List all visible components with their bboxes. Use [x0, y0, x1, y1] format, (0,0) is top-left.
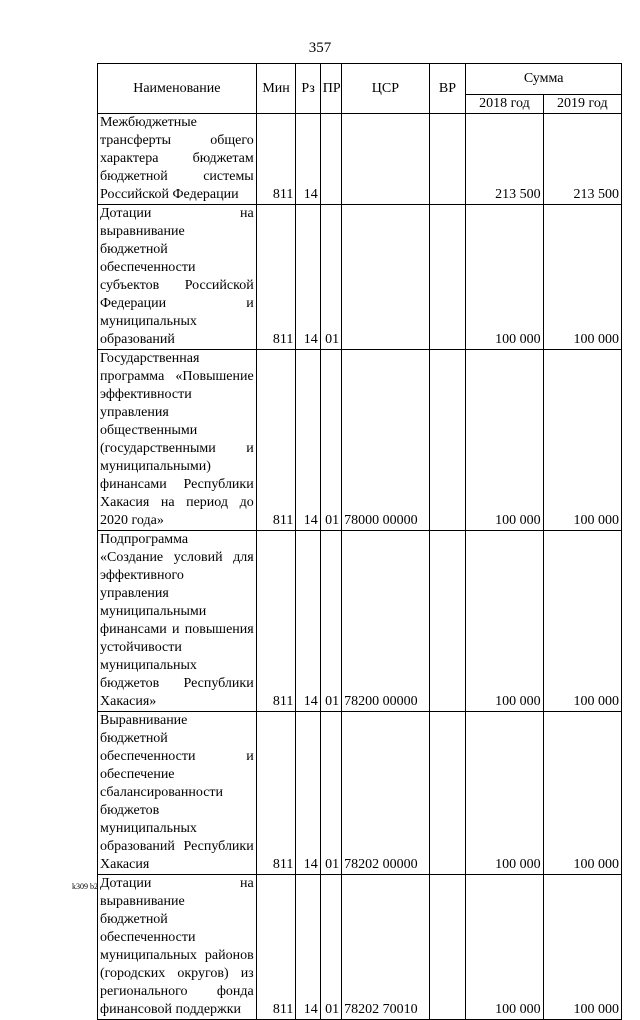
- header-sum: Сумма: [466, 64, 622, 95]
- row-rz: 14: [296, 712, 320, 875]
- footer-code: k309 b2: [72, 882, 98, 891]
- row-name: Выравнивание бюджетной обеспеченности и обеспечение сбалансированности бюджетов муниципальных образований Республики Хакасия: [98, 712, 257, 875]
- row-amount-2019: 213 500: [543, 114, 621, 205]
- row-pr: [320, 114, 341, 205]
- row-vr: [429, 350, 466, 531]
- row-amount-2019: 100 000: [543, 875, 621, 1020]
- header-vr: ВР: [429, 64, 466, 114]
- row-amount-2018: 100 000: [466, 205, 543, 350]
- row-pr: 01: [320, 531, 341, 712]
- row-pr: 01: [320, 350, 341, 531]
- row-amount-2019: 100 000: [543, 350, 621, 531]
- row-vr: [429, 531, 466, 712]
- row-min: 811: [256, 205, 296, 350]
- row-rz: 14: [296, 531, 320, 712]
- row-rz: 14: [296, 350, 320, 531]
- row-amount-2018: 100 000: [466, 875, 543, 1020]
- header-row: [98, 64, 622, 95]
- budget-table: [97, 63, 622, 1020]
- row-name: Дотации на выравнивание бюджетной обеспеченности субъектов Российской Федерации и муниципальных образований: [98, 205, 257, 350]
- row-min: 811: [256, 114, 296, 205]
- table-row: [98, 114, 622, 205]
- row-vr: [429, 712, 466, 875]
- row-vr: [429, 875, 466, 1020]
- row-vr: [429, 114, 466, 205]
- row-amount-2018: 213 500: [466, 114, 543, 205]
- row-pr: 01: [320, 205, 341, 350]
- row-min: 811: [256, 712, 296, 875]
- table-row: [98, 531, 622, 712]
- page-number: 357: [308, 40, 332, 56]
- row-csr: 78202 70010: [342, 875, 430, 1020]
- row-pr: 01: [320, 875, 341, 1020]
- row-csr: [342, 205, 430, 350]
- table-row: [98, 205, 622, 350]
- row-csr: [342, 114, 430, 205]
- row-csr: 78000 00000: [342, 350, 430, 531]
- table-row: [98, 350, 622, 531]
- row-amount-2019: 100 000: [543, 531, 621, 712]
- row-amount-2019: 100 000: [543, 205, 621, 350]
- row-csr: 78202 00000: [342, 712, 430, 875]
- row-name: Государственная программа «Повышение эффективности управления общественными (государственными и муниципальными) финансами Республики Хакасия на период до 2020 года»: [98, 350, 257, 531]
- header-year-2019: 2019 год: [543, 95, 621, 114]
- row-amount-2018: 100 000: [466, 531, 543, 712]
- row-csr: 78200 00000: [342, 531, 430, 712]
- row-amount-2018: 100 000: [466, 350, 543, 531]
- row-pr: 01: [320, 712, 341, 875]
- row-min: 811: [256, 350, 296, 531]
- header-year-2018: 2018 год: [466, 95, 543, 114]
- table-row: [98, 712, 622, 875]
- row-rz: 14: [296, 875, 320, 1020]
- header-min: Мин: [256, 64, 296, 114]
- header-pr: ПР: [320, 64, 341, 114]
- row-name: Подпрограмма «Создание условий для эффективного управления муниципальными финансами и повышения устойчивости муниципальных бюджетов Республики Хакасия»: [98, 531, 257, 712]
- row-name: Дотации на выравнивание бюджетной обеспеченности муниципальных районов (городских округов) из регионального фонда финансовой поддержки: [98, 875, 257, 1020]
- row-min: 811: [256, 875, 296, 1020]
- row-vr: [429, 205, 466, 350]
- row-min: 811: [256, 531, 296, 712]
- row-amount-2018: 100 000: [466, 712, 543, 875]
- table-row: [98, 875, 622, 1020]
- row-rz: 14: [296, 114, 320, 205]
- header-csr: ЦСР: [342, 64, 430, 114]
- header-name: Наименование: [98, 64, 257, 114]
- row-rz: 14: [296, 205, 320, 350]
- header-rz: Рз: [296, 64, 320, 114]
- row-name: Межбюджетные трансферты общего характера бюджетам бюджетной системы Российской Федерации: [98, 114, 257, 205]
- row-amount-2019: 100 000: [543, 712, 621, 875]
